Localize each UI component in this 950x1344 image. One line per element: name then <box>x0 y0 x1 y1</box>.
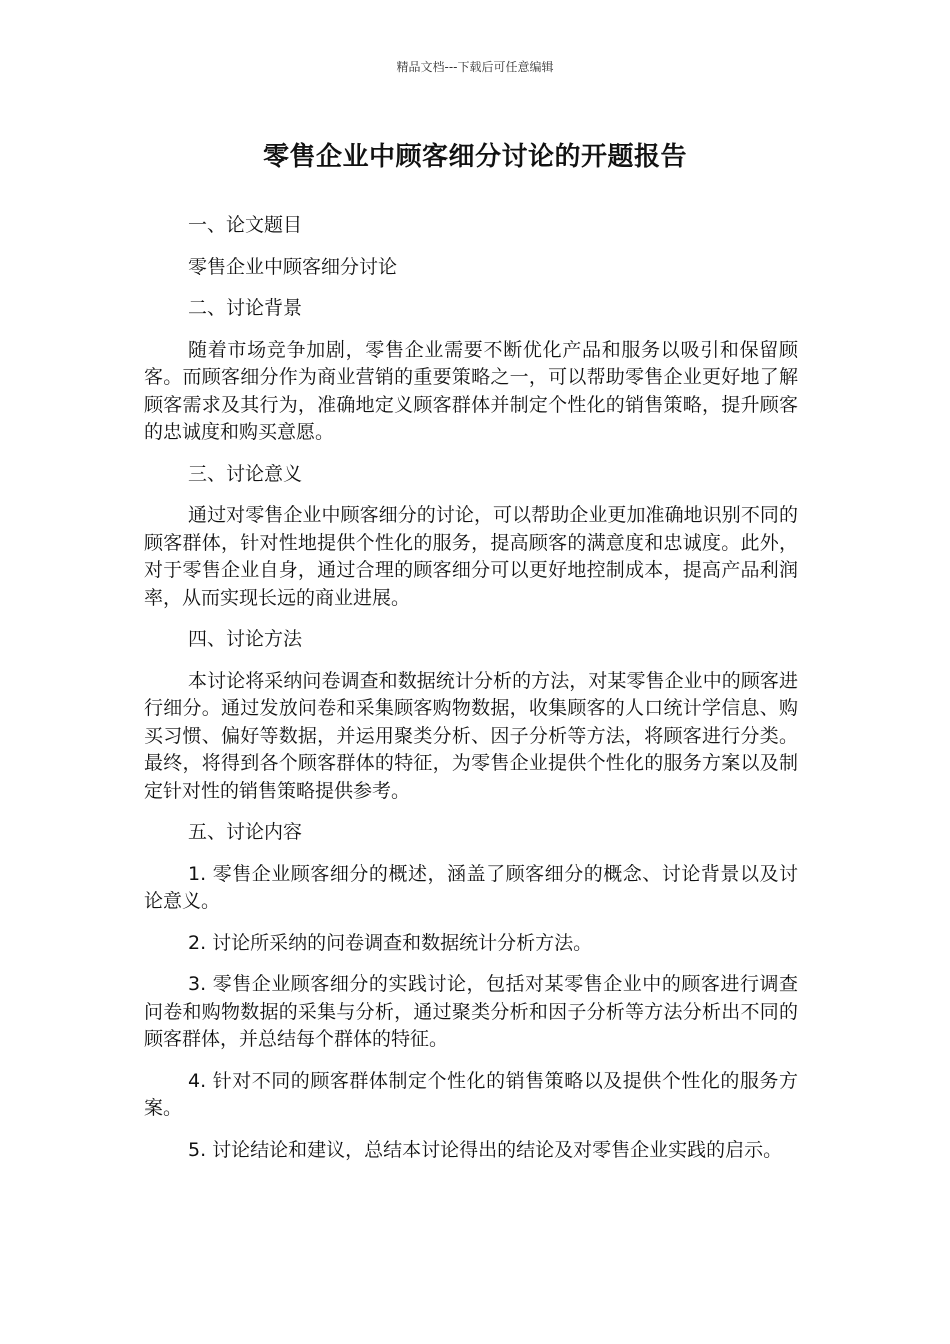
paragraph-background: 随着市场竞争加剧，零售企业需要不断优化产品和服务以吸引和保留顾客。而顾客细分作为商业营销的重要策略之一，可以帮助零售企业更好地了解顾客需求及其行为，准确地定义顾客群体并制定个性化的销售策略，提升顾客的忠诚度和购买意愿。 <box>144 338 798 443</box>
header-note: 精品文档---下载后可任意编辑 <box>396 60 554 74</box>
list-item-5: 5. 讨论结论和建议，总结本讨论得出的结论及对零售企业实践的启示。 <box>188 1138 783 1161</box>
list-item-4: 4. 针对不同的顾客群体制定个性化的销售策略以及提供个性化的服务方案。 <box>144 1069 798 1119</box>
section-heading-content: 五、讨论内容 <box>188 821 303 843</box>
list-item-2: 2. 讨论所采纳的问卷调查和数据统计分析方法。 <box>188 931 593 954</box>
document-title: 零售企业中顾客细分讨论的开题报告 <box>262 142 687 172</box>
section-heading-significance: 三、讨论意义 <box>188 462 303 485</box>
document-body <box>144 212 798 1178</box>
paragraph-topic: 零售企业中顾客细分讨论 <box>188 255 398 278</box>
section-heading-background: 二、讨论背景 <box>188 297 303 319</box>
section-heading-method: 四、讨论方法 <box>188 628 303 650</box>
paragraph-method: 本讨论将采纳问卷调查和数据统计分析的方法，对某零售企业中的顾客进行细分。通过发放问卷和采集顾客购物数据，收集顾客的人口统计学信息、购买习惯、偏好等数据，并运用聚类分析、因子分析等方法，将顾客进行分类。最终，将得到各个顾客群体的特征，为零售企业提供个性化的服务方案以及制定针对性的销售策略提供参考。 <box>144 669 798 802</box>
list-item-1: 1. 零售企业顾客细分的概述，涵盖了顾客细分的概念、讨论背景以及讨论意义。 <box>144 862 798 912</box>
paragraph-significance: 通过对零售企业中顾客细分的讨论，可以帮助企业更加准确地识别不同的顾客群体，针对性地提供个性化的服务，提高顾客的满意度和忠诚度。此外，对于零售企业自身，通过合理的顾客细分可以更好地控制成本，提高产品利润率，从而实现长远的商业进展。 <box>144 504 798 609</box>
list-item-3: 3. 零售企业顾客细分的实践讨论，包括对某零售企业中的顾客进行调查问卷和购物数据的采集与分析，通过聚类分析和因子分析等方法分析出不同的顾客群体，并总结每个群体的特征。 <box>144 973 798 1050</box>
section-heading-topic: 一、论文题目 <box>188 214 303 236</box>
